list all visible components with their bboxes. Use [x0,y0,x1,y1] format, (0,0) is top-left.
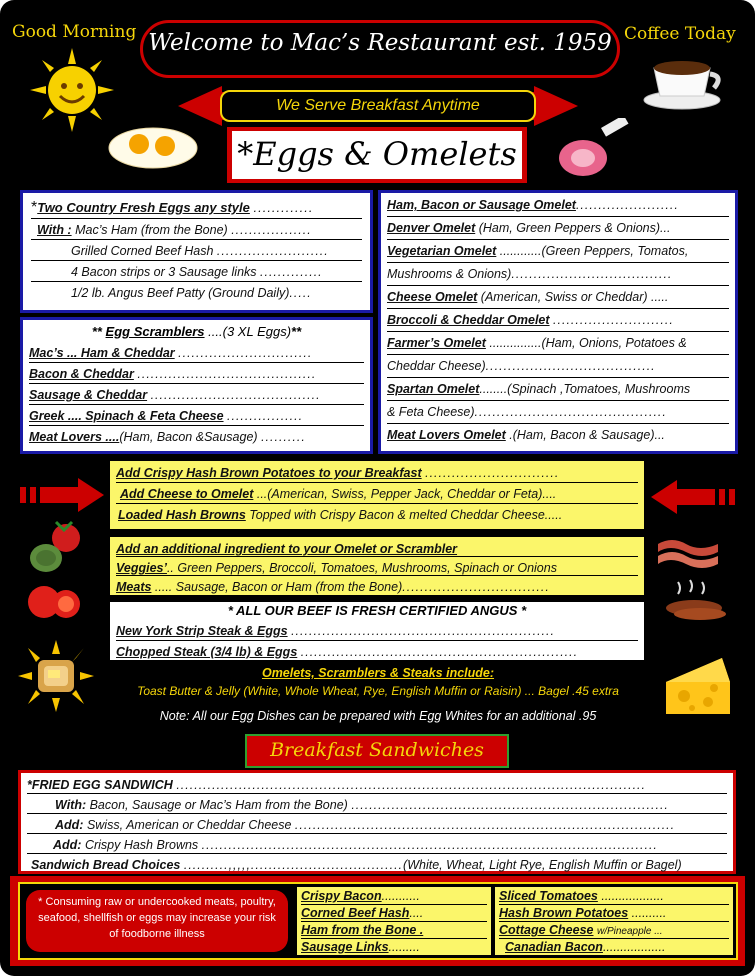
good-morning-text: Good Morning [12,22,137,42]
side-note: w/Pineapple ... [596,926,663,937]
restaurant-title: Welcome to Mac’s Restaurant est. 1959 [148,30,612,56]
sandwich-line: Add: [55,818,84,832]
addons-panel-2: Add an additional ingredient to your Omelet or Scrambler Veggies’.. Green Peppers, Broccoli, Tomatoes, Mushrooms, Spinach or Onions Meats ..... Sausage, Bacon or Ham (from the Bone)................................. [108,535,646,597]
addon-item: Loaded Hash Browns [118,508,246,522]
egg-white-note: Note: All our Egg Dishes can be prepared with Egg Whites for an additional .95 [159,709,597,723]
scrambler-item: Mac’s ... Ham & Cheddar [29,346,175,360]
eggs-with-label: With : [37,223,72,237]
beef-panel: * ALL OUR BEEF IS FRESH CERTIFIED ANGUS * New York Strip Steak & Eggs ........................................................... Chopped Steak (3/4 lb) & Eggs .............................................................. [108,600,646,662]
includes-title: Omelets, Scramblers & Steaks include: [261,666,495,680]
banner-text: We Serve Breakfast Anytime [276,97,480,114]
side-item: Crispy Bacon [301,889,382,903]
scramblers-panel: ** Egg Scramblers ....(3 XL Eggs)** Mac’s ... Ham & Cheddar .............................. Bacon & Cheddar ........................................ Sausage & Cheddar ...................................... Greek .... Spinach & Feta Cheese ................. Meat Lovers ....(Ham, Bacon &Sausage) .......... [20,317,373,454]
omelet-item: Vegetarian Omelet [387,244,497,258]
section-title: *Eggs & Omelets [232,131,522,179]
omelets-panel: Ham, Bacon or Sausage Omelet....................... Denver Omelet (Ham, Green Peppers & Onions)... Vegetarian Omelet ............(Green Peppers, Tomatos, Mushrooms & Onions).................................... Cheese Omelet (American, Swiss or Cheddar) ..... Broccoli & Cheddar Omelet ........................... Farmer’s Omelet ...............(Ham, Onions, Potatoes & Cheddar Cheese)...................................... Spartan Omelet........(Spinach ,Tomatoes, Mushrooms & Feta Cheese)........................................... Meat Lovers Omelet .(Ham, Bacon & Sausage)... [378,190,738,454]
cheese-icon [662,652,734,722]
steak-item: New York Strip Steak & Eggs [116,624,288,638]
side-item: Sliced Tomatoes [499,889,598,903]
omelet-item: Spartan Omelet [387,382,480,396]
omelet-item: Broccoli & Cheddar Omelet [387,313,550,327]
side-item: Ham from the Bone . [301,923,424,937]
sandwich-line: *FRIED EGG SANDWICH [27,778,173,792]
side-item: Canadian Bacon [505,940,603,954]
side-item: Corned Beef Hash [301,906,410,920]
foodborne-warning: * Consuming raw or undercooked meats, poultry, seafood, shellfish or eggs may increase your risk of foodborne illness [26,890,288,952]
scrambler-item: Greek .... Spinach & Feta Cheese [29,409,224,423]
sausage-icon [660,578,730,622]
right-arrow-icon [651,480,735,514]
beef-title: * ALL OUR BEEF IS FRESH CERTIFIED ANGUS * [227,603,527,618]
scramblers-title: Egg Scramblers [105,324,205,339]
side-item: Cottage Cheese [499,923,594,937]
sandwich-line: Add: [53,838,82,852]
sides-right-panel: Sliced Tomatoes .................. Hash Brown Potatoes .......... Cottage Cheese w/Pineapple ... Canadian Bacon.................. [494,886,734,956]
scrambler-item: Bacon & Cheddar [29,367,134,381]
toast-icon [18,640,94,712]
eggs-item: 1/2 lb. Angus Beef Patty (Ground Daily) [71,286,290,300]
fried-eggs-icon [105,116,201,172]
eggs-item: Grilled Corned Beef Hash [71,244,214,258]
addons-panel-1: Add Crispy Hash Brown Potatoes to your Breakfast .............................. Add Cheese to Omelet ...(American, Swiss, Pepper Jack, Cheddar or Feta).... Loaded Hash Browns Topped with Crispy Bacon & melted Cheddar Cheese..... [108,459,646,531]
eggs-title: Two Country Fresh Eggs any style [37,200,250,215]
eggs-item: Mac’s Ham (from the Bone) [75,223,228,237]
ham-icon [555,118,635,180]
eggs-panel: *Two Country Fresh Eggs any style ............. With : Mac’s Ham (from the Bone) .................. Grilled Corned Beef Hash ......................... 4 Bacon strips or 3 Sausage links .............. 1/2 lb. Angus Beef Patty (Ground Daily)..... [20,190,373,313]
addon-item: Veggies’ [116,561,167,575]
sun-icon [30,48,114,132]
includes-text: Toast Butter & Jelly (White, Whole Wheat, Rye, English Muffin or Raisin) ... Bagel .45 extra [137,684,619,698]
omelet-item: Cheese Omelet [387,290,478,304]
omelet-item: Farmer’s Omelet [387,336,486,350]
addon-item: Add Cheese to Omelet [120,487,254,501]
scrambler-item: Sausage & Cheddar [29,388,148,402]
sides-left-panel: Crispy Bacon........... Corned Beef Hash.... Ham from the Bone . Sausage Links......... [296,886,492,956]
coffee-cup-icon [640,48,726,112]
left-arrow-icon [20,478,104,512]
omelet-item: Denver Omelet [387,221,476,235]
sandwiches-title: Breakfast Sandwiches [270,739,484,761]
scramblers-subtitle: (3 XL Eggs) [222,324,292,339]
tomato-icon [24,580,84,624]
vegetables-icon [28,520,84,578]
side-item: Hash Brown Potatoes [499,906,629,920]
omelet-item: Ham, Bacon or Sausage Omelet [387,198,576,212]
eggs-item: 4 Bacon strips or 3 Sausage links [71,265,257,279]
coffee-today-text: Coffee Today [624,24,736,44]
sandwich-line: With: [55,798,87,812]
steak-item: Chopped Steak (3/4 lb) & Eggs [116,645,298,659]
sandwiches-panel: *FRIED EGG SANDWICH ......................................................................................................... With: Bacon, Sausage or Mac’s Ham from the Bone) ....................................................................... Add: Swiss, American or Cheddar Cheese ..................................................................................... Add: Crispy Hash Browns ...................................................................................................... Sandwich Bread Choices ..........,,,,,..................................(White, Wheat, Light Rye, English Muffin or Bagel) [18,770,736,874]
bacon-icon [656,536,720,570]
omelet-item: Meat Lovers Omelet [387,428,506,442]
addon-item: Add an additional ingredient to your Omelet or Scrambler [116,542,458,556]
addon-item: Meats [116,580,152,594]
addon-item: Add Crispy Hash Brown Potatoes to your Breakfast [116,466,422,480]
side-item: Sausage Links [301,940,389,954]
sandwich-line: Sandwich Bread Choices [31,858,181,872]
bread-choices: (White, Wheat, Light Rye, English Muffin or Bagel) [403,858,682,872]
scrambler-item: Meat Lovers .... [29,430,120,444]
